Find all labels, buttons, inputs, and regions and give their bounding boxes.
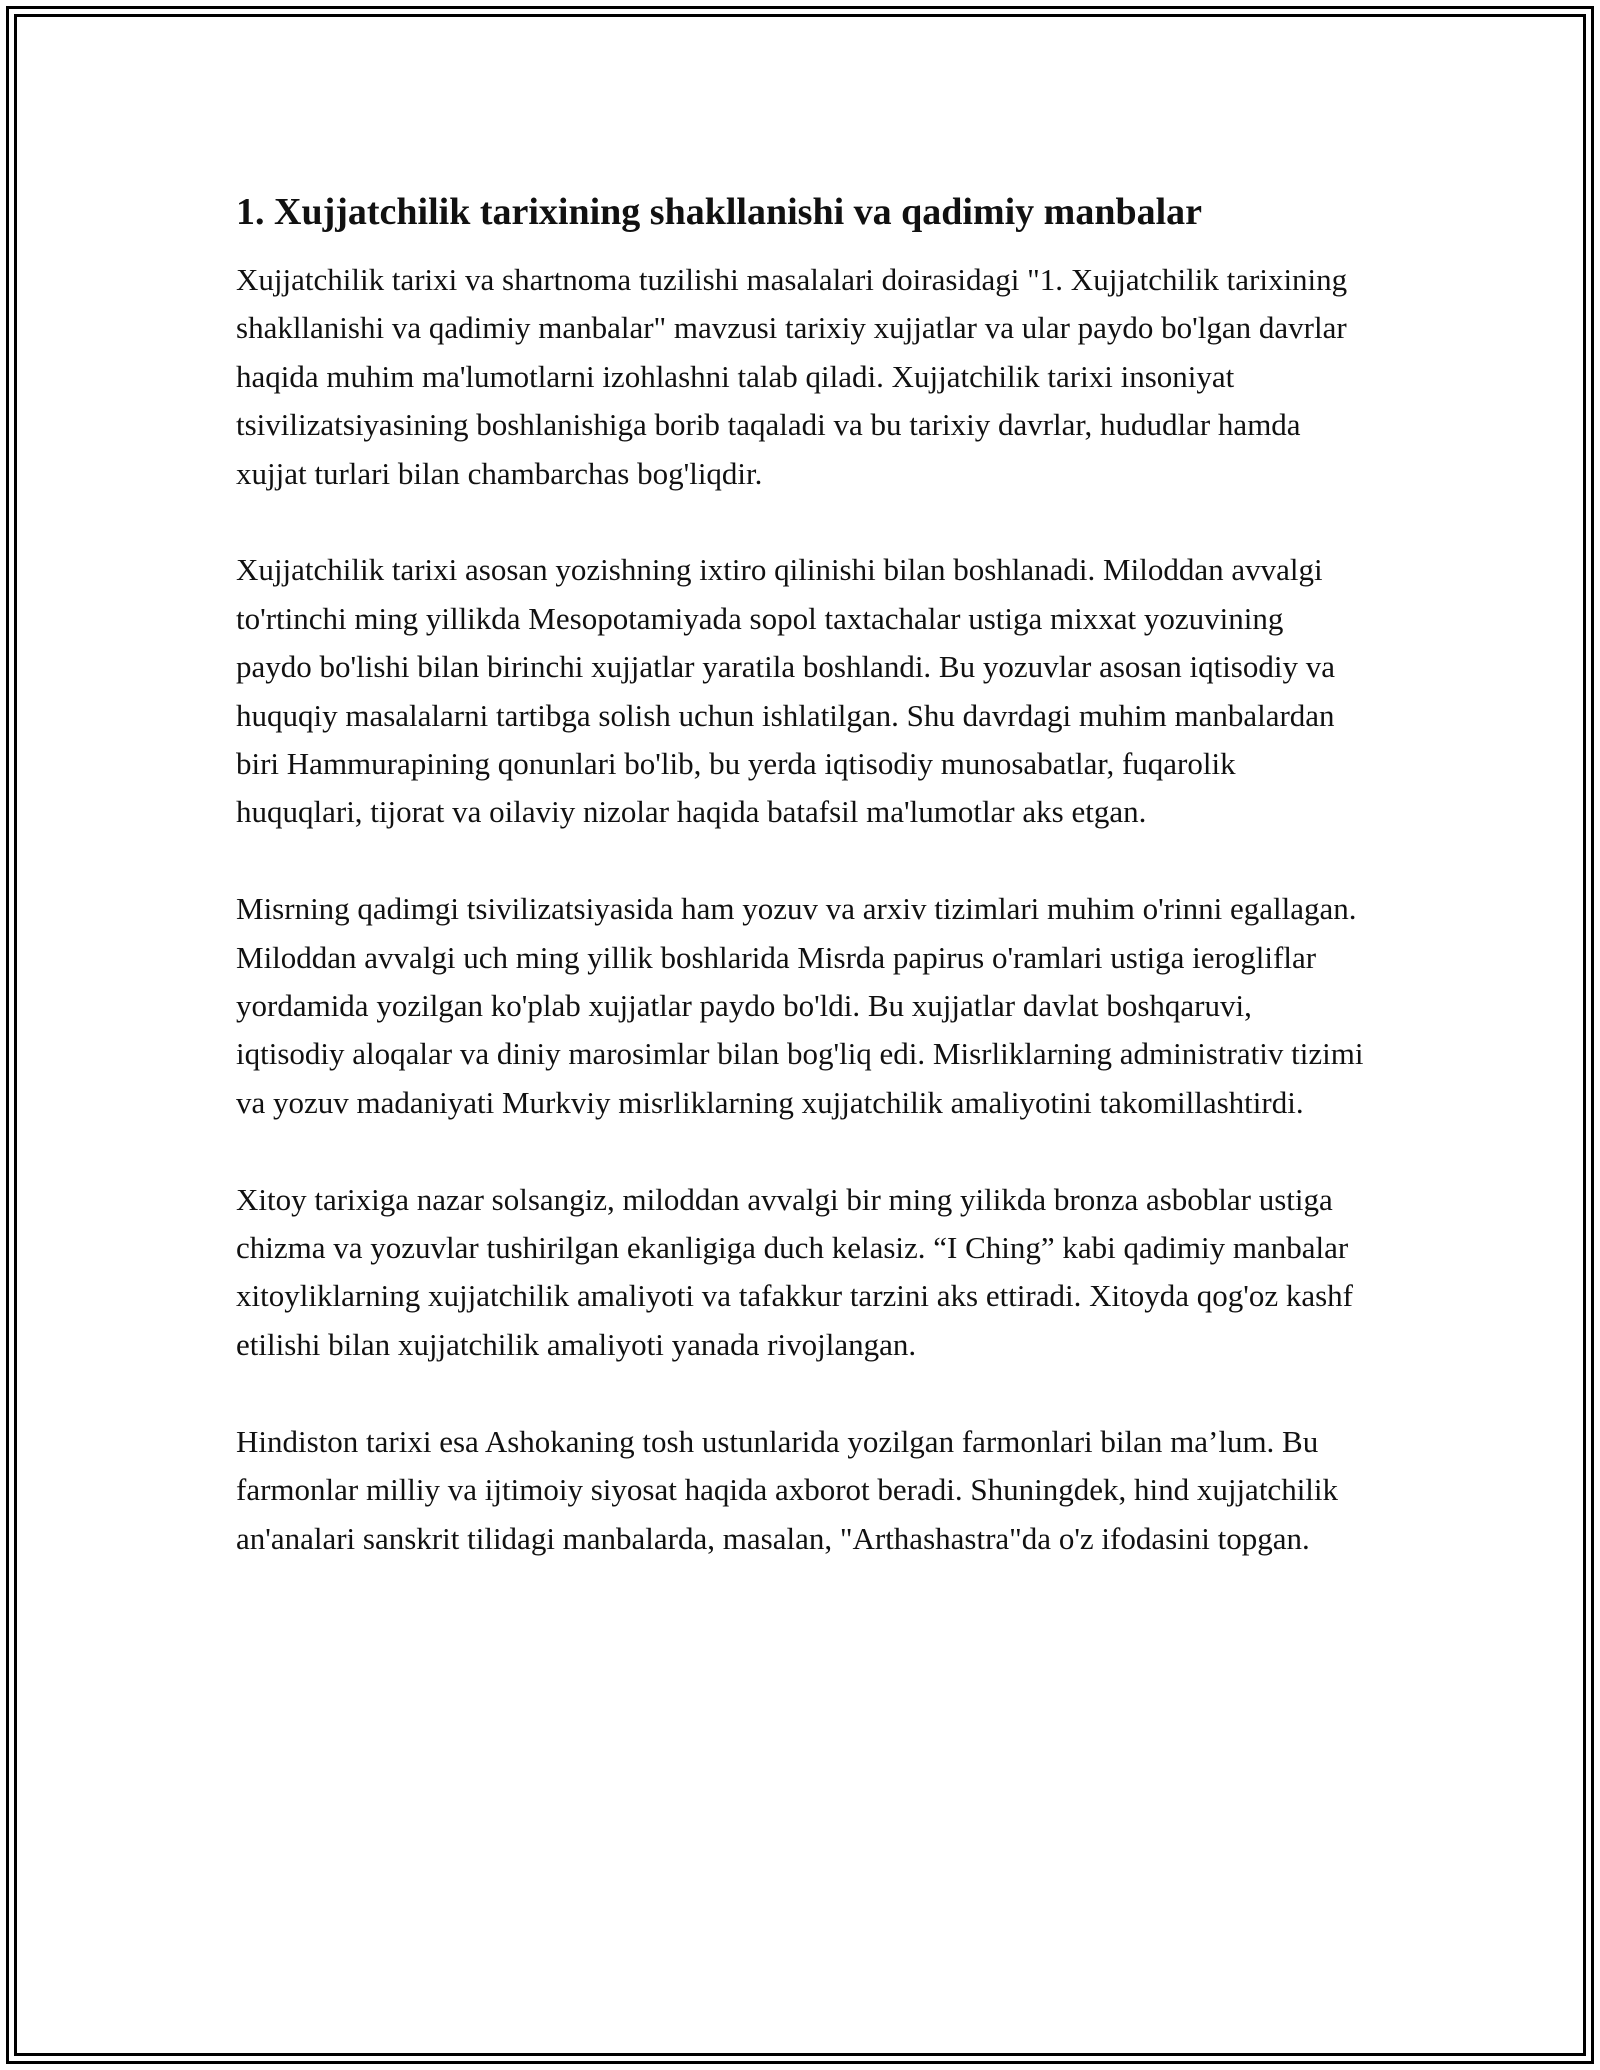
- paragraph-4: Xitoy tarixiga nazar solsangiz, miloddan avvalgi bir ming yilikda bronza asboblar ustiga chizma va yozuvlar tushirilgan ekanligiga duch kelasiz. “I Ching” kabi qadimiy manbalar xitoyliklarning xujjatchilik amaliyoti va tafakkur tarzini aks ettiradi. Xitoyda qog'oz kashf etilishi bilan xujjatchilik amaliyoti yanada rivojlangan.: [236, 1181, 1353, 1362]
- paragraph-3: Misrning qadimgi tsivilizatsiyasida ham yozuv va arxiv tizimlari muhim o'rinni egallagan. Miloddan avvalgi uch ming yillik boshlarida Misrda papirus o'ramlari ustiga ierogliflar yordamida yozilgan ko'plab xujjatlar paydo bo'ldi. Bu xujjatlar davlat boshqaruvi, iqtisodiy aloqalar va diniy marosimlar bilan bog'liq edi. Misrliklarning administrativ tizimi va yozuv madaniyati Murkviy misrliklarning xujjatchilik amaliyotini takomillashtirdi.: [236, 891, 1364, 1120]
- paragraph-1: Xujjatchilik tarixi va shartnoma tuzilishi masalalari doirasidagi "1. Xujjatchilik tarixining shakllanishi va qadimiy manbalar" mavzusi tarixiy xujjatlar va ular paydo bo'lgan davrlar haqida muhim ma'lumotlarni izohlashni talab qiladi. Xujjatchilik tarixi insoniyat tsivilizatsiyasining boshlanishiga borib taqaladi va bu tarixiy davrlar, hududlar hamda xujjat turlari bilan chambarchas bog'liqdir.: [236, 262, 1348, 491]
- paragraph-2: Xujjatchilik tarixi asosan yozishning ixtiro qilinishi bilan boshlanadi. Miloddan avvalgi to'rtinchi ming yillikda Mesopotamiyada sopol taxtachalar ustiga mixxat yozuvining paydo bo'lishi bilan birinchi xujjatlar yaratila boshlandi. Bu yozuvlar asosan iqtisodiy va huquqiy masalalarni tartibga solish uchun ishlatilgan. Shu davrdagi muhim manbalardan biri Hammurapining qonunlari bo'lib, bu yerda iqtisodiy munosabatlar, fuqarolik huquqlari, tijorat va oilaviy nizolar haqida batafsil ma'lumotlar aks etgan.: [236, 552, 1335, 830]
- paragraph-5: Hindiston tarixi esa Ashokaning tosh ustunlarida yozilgan farmonlari bilan ma’lum. Bu farmonlar milliy va ijtimoiy siyosat haqida axborot beradi. Shuningdek, hind xujjatchilik an'analari sanskrit tilidagi manbalarda, masalan, "Arthashastra"da o'z ifodasini topgan.: [236, 1423, 1339, 1556]
- document-body: [236, 188, 1366, 1611]
- section-heading: 1. Xujjatchilik tarixining shakllanishi va qadimiy manbalar: [236, 191, 1203, 233]
